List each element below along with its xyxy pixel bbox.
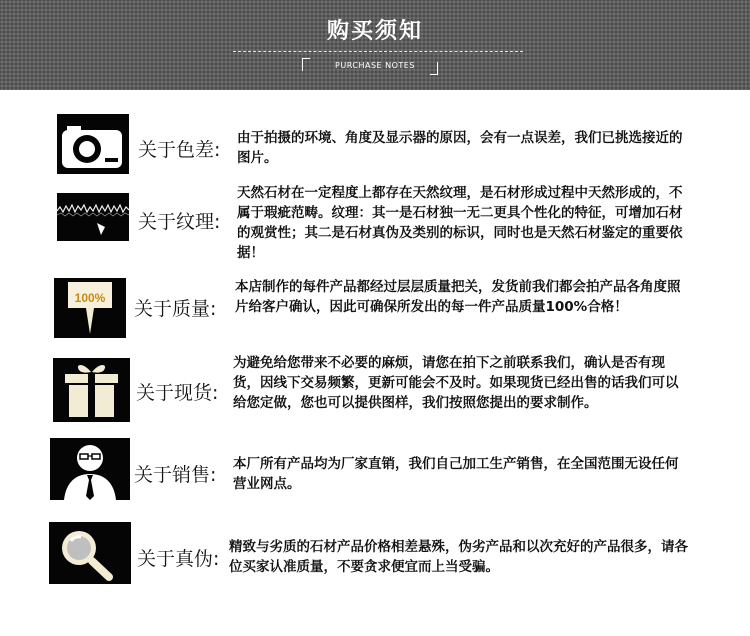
notice-label-quality: 关于质量: bbox=[134, 298, 217, 320]
gift-box-icon bbox=[53, 358, 130, 422]
notice-label-color: 关于色差: bbox=[138, 139, 221, 161]
quality-badge-icon bbox=[54, 278, 126, 338]
page-title: 购买须知 bbox=[326, 19, 423, 44]
notice-text-color: 由于拍摄的环境、角度及显示器的原因，会有一点误差，我们已挑选接近的图片。 bbox=[237, 130, 683, 166]
notice-text-quality: 本店制作的每件产品都经过层层质量把关，发货前我们都会拍产品各角度照片给客户确认，因此可确保所发出的每一件产品质量100%合格！ bbox=[235, 279, 681, 315]
notice-label-authenticity: 关于真伪: bbox=[137, 548, 220, 570]
notice-text-texture: 天然石材在一定程度上都存在天然纹理，是石材形成过程中天然形成的，不属于瑕疵范畴。纹理：其一是石材独一无二更具个性化的特征，可增加石材的观赏性；其二是石材真伪及类别的标识，同时也是天然石材鉴定的重要依据！ bbox=[237, 185, 683, 261]
magnifier-icon bbox=[49, 522, 131, 584]
title-divider bbox=[233, 51, 523, 52]
page-subtitle: PURCHASE NOTES bbox=[335, 61, 415, 70]
notice-text-authenticity: 精致与劣质的石材产品价格相差悬殊，伪劣产品和以次充好的产品很多，请各位买家认准质量，不要贪求便宜而上当受骗。 bbox=[229, 539, 688, 575]
notice-label-sales: 关于销售: bbox=[134, 464, 217, 486]
camera-icon bbox=[57, 114, 129, 174]
notice-label-stock: 关于现货: bbox=[136, 382, 219, 404]
salesman-icon bbox=[50, 438, 130, 500]
badge-percent-label: 100% bbox=[74, 291, 106, 305]
header-banner bbox=[0, 0, 750, 90]
notice-text-sales: 本厂所有产品均为厂家直销，我们自己加工生产销售，在全国范围无设任何营业网点。 bbox=[233, 456, 679, 492]
notice-text-stock: 为避免给您带来不必要的麻烦，请您在拍下之前联系我们，确认是否有现货，因线下交易频繁，更新可能会不及时。如果现货已经出售的话我们可以给您定做，您也可以提供图样，我们按照您提出的要求制作。 bbox=[233, 355, 679, 411]
notice-label-texture: 关于纹理: bbox=[138, 211, 221, 233]
stone-texture-icon bbox=[57, 193, 129, 241]
